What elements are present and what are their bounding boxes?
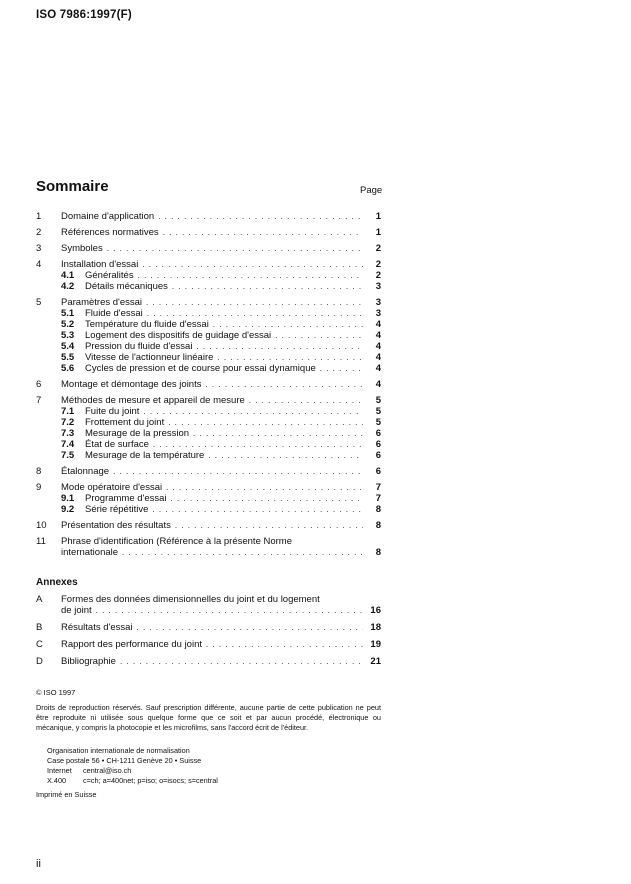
entry-page: 16 [370,605,381,616]
annex-entry[interactable] [36,594,381,616]
dot-leader [122,547,363,558]
x400-value: c=ch; a=400net; p=iso; o=isocs; s=central [83,776,218,785]
entry-label-line2: de joint [61,605,92,616]
copyright-notice: © ISO 1997 [36,688,76,697]
entry-number: 5.1 [61,308,75,319]
entry-number: 7.3 [61,428,75,439]
entry-page: 8 [375,547,381,558]
x400-key: X.400 [47,776,67,785]
dot-leader [217,352,363,363]
annexes-heading: Annexes [36,577,78,588]
toc-entry[interactable] [36,639,381,650]
toc-entry[interactable] [36,622,381,633]
entry-page: 5 [375,406,381,417]
entry-page: 4 [375,363,381,374]
entry-number: 5.2 [61,319,75,330]
entry-number: 5.4 [61,341,75,352]
dot-leader [107,243,363,254]
toc-subentry[interactable] [36,406,381,417]
entry-line [36,547,381,558]
dot-leader [152,504,363,515]
toc-subentry[interactable] [36,330,381,341]
toc-subentry[interactable] [36,270,381,281]
toc-entry[interactable] [36,243,381,254]
entry-number: 7.2 [61,417,75,428]
entry-page: 5 [375,417,381,428]
toc-subentry[interactable] [36,493,381,504]
entry-page: 7 [375,493,381,504]
dot-leader [166,482,363,493]
entry-label: Fuite du joint [85,406,140,417]
organization-block [47,746,218,786]
entry-label-line1: Formes des données dimensionnelles du joint et du logement [61,594,320,605]
entry-page: 1 [375,211,381,222]
dot-leader [168,417,363,428]
entry-page: 3 [375,308,381,319]
entry-number: 10 [36,520,47,531]
dot-leader [142,259,363,270]
entry-label: Mesurage de la température [85,450,205,461]
toc-subentry[interactable] [36,450,381,461]
annex-list [36,594,381,667]
entry-page: 6 [375,428,381,439]
dot-leader [193,428,363,439]
entry-page: 19 [370,639,381,650]
toc-entry[interactable] [36,379,381,390]
entry-label: Cycles de pression et de course pour essai dynamique [85,363,316,374]
dot-leader [163,227,363,238]
entry-label: Logement des dispositifs de guidage d'essai [85,330,272,341]
dot-leader [120,656,363,667]
entry-label: Mode opératoire d'essai [61,482,163,493]
entry-page: 1 [375,227,381,238]
entry-page: 4 [375,319,381,330]
entry-number: D [36,656,43,667]
page-title: Sommaire [36,178,109,195]
toc-entry[interactable] [36,211,381,222]
entry-label: État de surface [85,439,149,450]
document-header: ISO 7986:1997(F) [36,9,132,21]
entry-label: Montage et démontage des joints [61,379,202,390]
entry-page: 6 [375,450,381,461]
org-name: Organisation internationale de normalisation [47,746,190,755]
toc-entry[interactable] [36,297,381,308]
org-x400 [47,776,218,786]
entry-label: Références normatives [61,227,159,238]
org-internet [47,766,218,776]
entry-page: 3 [375,297,381,308]
dot-leader [153,439,363,450]
entry-label: Mesurage de la pression [85,428,190,439]
entry-number: 7.1 [61,406,75,417]
toc-subentry[interactable] [36,363,381,374]
toc-entry[interactable] [36,656,381,667]
org-address: Case postale 56 • CH-1211 Genève 20 • Suisse [47,756,202,765]
entry-page: 3 [375,281,381,292]
dot-leader [138,270,363,281]
entry-label: Étalonnage [61,466,110,477]
rights-statement: Droits de reproduction réservés. Sauf prescription différente, aucune partie de cette publication ne peut être reproduite ni utilisée sous quelque forme que ce soit et par aucun procédé, électronique ou mécanique, y compris la photocopie et les microfilms, sans l'accord écrit de l'éditeur. [36,703,381,732]
entry-page: 4 [375,379,381,390]
toc-entry[interactable] [36,227,381,238]
entry-number: 4.1 [61,270,75,281]
entry-number: 5.3 [61,330,75,341]
internet-value: central@iso.ch [83,766,132,775]
entry-page: 8 [375,520,381,531]
entry-label: Présentation des résultats [61,520,171,531]
toc-subentry[interactable] [36,417,381,428]
entry-label: Rapport des performance du joint [61,639,202,650]
toc-subentry[interactable] [36,439,381,450]
toc-subentry[interactable] [36,341,381,352]
entry-number: 3 [36,243,42,254]
entry-page: 21 [370,656,381,667]
entry-line [36,536,381,547]
entry-number: 7.5 [61,450,75,461]
entry-label: Résultats d'essai [61,622,133,633]
toc-entry[interactable] [36,395,381,406]
entry-label: Bibliographie [61,656,116,667]
entry-number: 11 [36,536,46,547]
entry-page: 4 [375,330,381,341]
entry-label: Vitesse de l'actionneur linéaire [85,352,214,363]
entry-number: 9.1 [61,493,75,504]
toc-subentry[interactable] [36,281,381,292]
page-column-label: Page [360,185,383,196]
toc-subentry[interactable] [36,504,381,515]
printed-in: Imprimé en Suisse [36,790,97,799]
entry-label: Fluide d'essai [85,308,143,319]
entry-number: 2 [36,227,42,238]
entry-number: 5.5 [61,352,75,363]
entry-number: C [36,639,43,650]
toc-subentry[interactable] [36,352,381,363]
toc-entry[interactable] [36,482,381,493]
entry-number: A [36,594,43,605]
entry-label: Installation d'essai [61,259,139,270]
entry-label: Généralités [85,270,134,281]
entry-number: 5 [36,297,42,308]
entry-number: 5.6 [61,363,75,374]
entry-page: 2 [375,270,381,281]
toc-subentry[interactable] [36,428,381,439]
entry-number: 4.2 [61,281,75,292]
entry-label-line1: Phrase d'identification (Référence à la présente Norme [61,536,292,547]
entry-number: 4 [36,259,42,270]
table-of-contents [36,211,381,558]
entry-number: 9 [36,482,42,493]
dot-leader [158,211,363,222]
dot-leader [206,639,363,650]
entry-label: Méthodes de mesure et appareil de mesure [61,395,245,406]
entry-page: 18 [370,622,381,633]
entry-page: 2 [375,243,381,254]
toc-entry[interactable] [36,520,381,531]
entry-line [36,605,381,616]
dot-leader [143,406,363,417]
dot-leader [208,450,363,461]
dot-leader [96,605,363,616]
entry-page: 5 [375,395,381,406]
entry-number: 7.4 [61,439,75,450]
toc-entry[interactable] [36,259,381,270]
entry-page: 8 [375,504,381,515]
entry-label: Domaine d'application [61,211,155,222]
toc-entry[interactable] [36,536,381,558]
dot-leader [213,319,363,330]
page-number: ii [36,858,41,870]
dot-leader [175,520,363,531]
entry-label: Paramètres d'essai [61,297,143,308]
toc-subentry[interactable] [36,308,381,319]
toc-subentry[interactable] [36,319,381,330]
entry-page: 7 [375,482,381,493]
dot-leader [146,297,363,308]
dot-leader [249,395,363,406]
entry-label: Symboles [61,243,103,254]
entry-number: 7 [36,395,42,406]
toc-entry[interactable] [36,466,381,477]
entry-label: Programme d'essai [85,493,167,504]
entry-page: 6 [375,466,381,477]
dot-leader [196,341,363,352]
dot-leader [275,330,363,341]
dot-leader [171,493,363,504]
entry-number: 1 [36,211,42,222]
dot-leader [205,379,363,390]
entry-number: B [36,622,43,633]
entry-label: Pression du fluide d'essai [85,341,193,352]
entry-label: Détails mécaniques [85,281,168,292]
dot-leader [320,363,363,374]
entry-label: Frottement du joint [85,417,165,428]
entry-number: 9.2 [61,504,75,515]
internet-key: Internet [47,766,72,775]
dot-leader [147,308,363,319]
entry-page: 2 [375,259,381,270]
entry-page: 4 [375,352,381,363]
dot-leader [137,622,363,633]
entry-label-line2: internationale [61,547,119,558]
entry-page: 4 [375,341,381,352]
entry-number: 6 [36,379,42,390]
entry-page: 6 [375,439,381,450]
entry-label: Série répétitive [85,504,149,515]
entry-label: Température du fluide d'essai [85,319,209,330]
entry-line [36,594,381,605]
entry-number: 8 [36,466,42,477]
dot-leader [113,466,363,477]
dot-leader [172,281,363,292]
